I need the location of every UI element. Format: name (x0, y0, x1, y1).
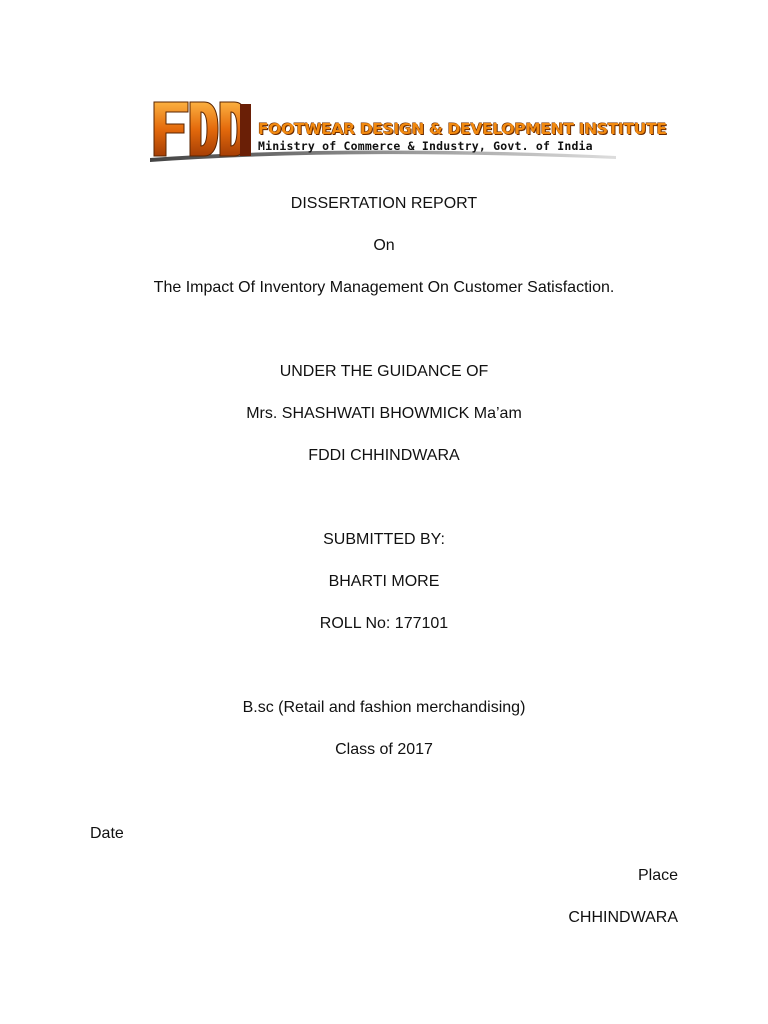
guide-name: Mrs. SHASHWATI BHOWMICK Ma’am (246, 405, 522, 422)
submitted-label: SUBMITTED BY: (323, 531, 445, 548)
fddi-logo (148, 96, 667, 166)
place-label: Place (637, 867, 678, 884)
place-value: CHHINDWARA (568, 909, 678, 926)
report-topic: The Impact Of Inventory Management On Customer Satisfaction. (153, 279, 615, 296)
guidance-label: UNDER THE GUIDANCE OF (279, 363, 489, 380)
report-on: On (373, 237, 395, 254)
logo-subtitle: Ministry of Commerce & Industry, Govt. of India (258, 139, 593, 153)
logo-title: FOOTWEAR DESIGN & DEVELOPMENT INSTITUTE (258, 120, 667, 138)
guide-institute: FDDI CHHINDWARA (308, 447, 460, 464)
student-name: BHARTI MORE (328, 573, 440, 590)
course-name: B.sc (Retail and fashion merchandising) (242, 699, 526, 716)
roll-number: ROLL No: 177101 (319, 615, 449, 632)
date-label: Date (90, 825, 124, 842)
report-heading: DISSERTATION REPORT (290, 195, 478, 212)
class-of: Class of 2017 (335, 741, 433, 758)
